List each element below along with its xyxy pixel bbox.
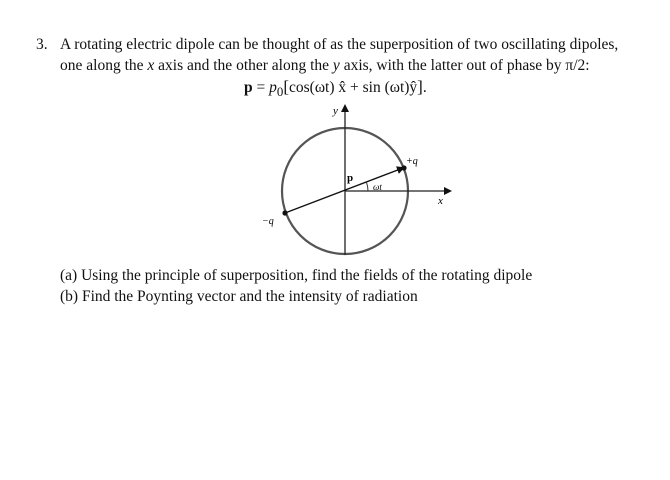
equation-bracket-close: ] [417, 77, 423, 96]
dipole-label: p [347, 172, 354, 184]
equation-plus: + [346, 79, 363, 96]
equation-sin-term: sin (ωt)ŷ [362, 79, 418, 96]
negative-charge-dot [282, 210, 287, 215]
equation-period: . [422, 79, 427, 96]
positive-charge-label: +q [406, 156, 418, 167]
equation-cos-term: cos(ωt) x̂ [289, 79, 347, 96]
intro-text-b: axis and the other along the [154, 57, 333, 74]
y-axis-label: y [333, 105, 338, 117]
dipole-equation [244, 77, 427, 102]
problem-intro-line-2 [60, 57, 590, 75]
equation-equals: = [252, 79, 270, 96]
intro-y-symbol: y [332, 57, 340, 74]
problem-number: 3. [36, 36, 48, 53]
angle-arc [367, 183, 369, 192]
equation-lhs: p [244, 79, 253, 96]
intro-text-a: one along the [60, 57, 148, 74]
problem-intro-line-1: A rotating electric dipole can be thought of as the superposition of two oscillating dipoles, [60, 36, 619, 53]
angle-label: ωt [373, 182, 382, 192]
x-axis-label: x [438, 195, 443, 207]
equation-p0: p [269, 79, 277, 96]
part-b: (b) Find the Poynting vector and the intensity of radiation [60, 288, 418, 305]
part-a: (a) Using the principle of superposition, find the fields of the rotating dipole [60, 267, 533, 284]
intro-x-symbol: x [147, 57, 155, 74]
equation-p0-subscript: 0 [276, 84, 284, 100]
equation-bracket-open: [ [283, 77, 289, 96]
intro-text-c: axis, with the latter out of phase by π/2: [339, 57, 590, 74]
negative-charge-label: −q [262, 216, 274, 227]
rotating-dipole-diagram [240, 100, 460, 260]
